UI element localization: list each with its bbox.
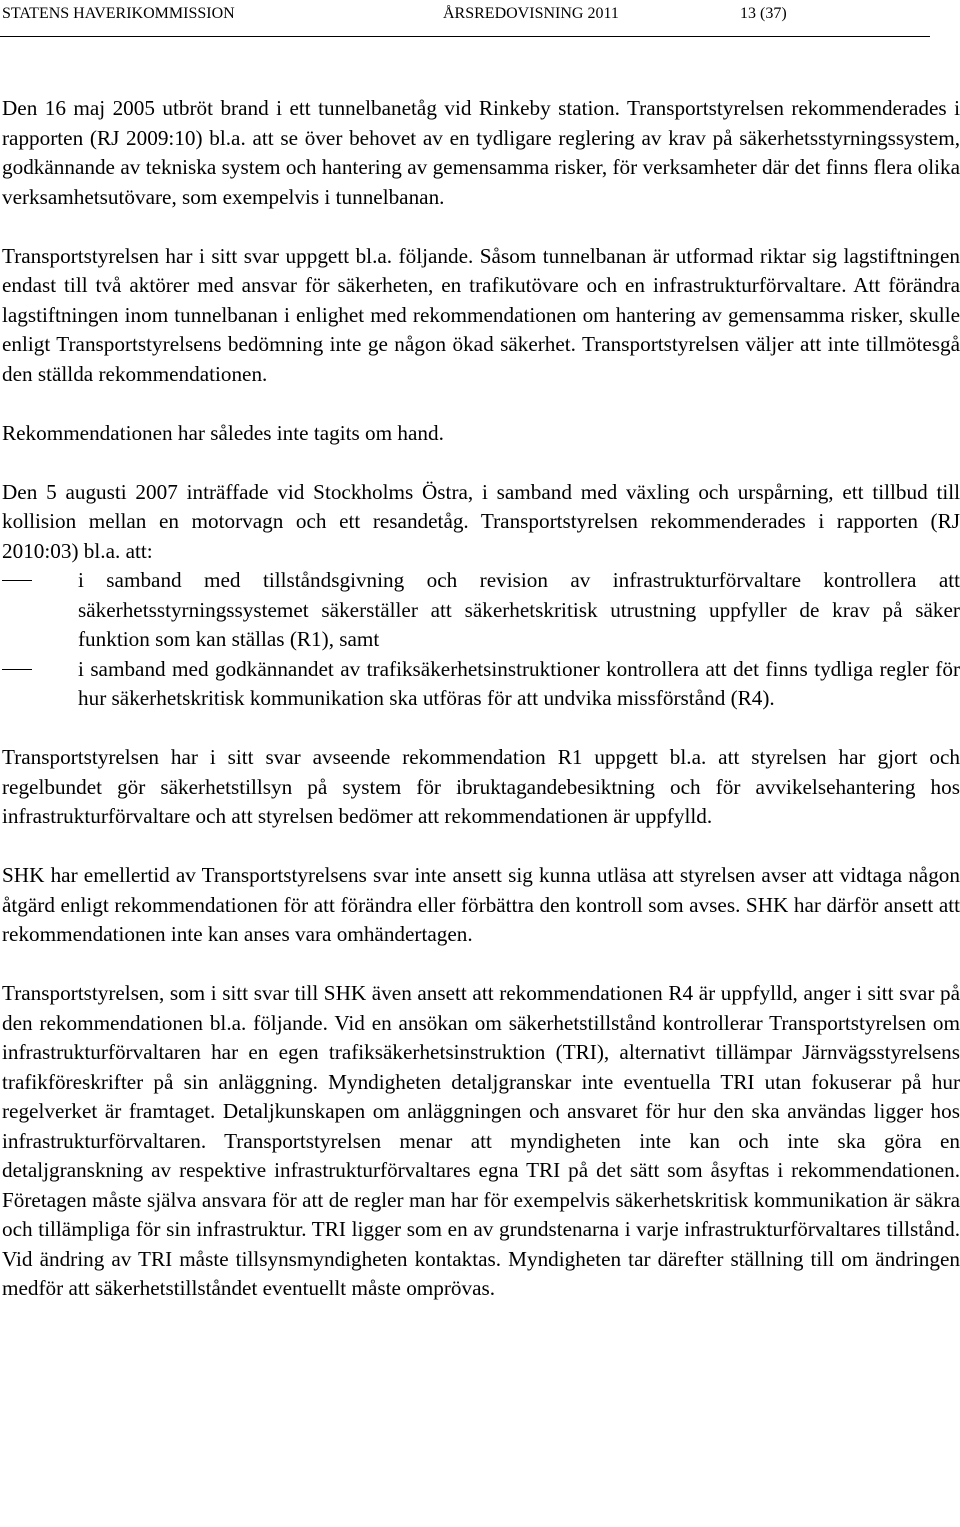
paragraph-r1-reply: Transportstyrelsen har i sitt svar avseende rekommendation R1 uppgett bl.a. att styrelsen har gjort och regelbundet gör säkerhetstillsyn på system för ibruktagandebesiktning och för avvikelsehantering hos infrastrukturförvaltare och att styrelsen bedömer att rekommendationen är uppfylld. [2,745,960,828]
list-item-r4: i samband med godkännandet av trafiksäkerhetsinstruktioner kontrollera att det finns tydliga regler för hur säkerhetskritisk kommunikation ska utföras för att undvika missförstånd (R4). [2,655,960,714]
document-body [2,94,960,1333]
header-organization: STATENS HAVERIKOMMISSION [2,5,235,22]
paragraph-transportstyrelsen-reply-1: Transportstyrelsen har i sitt svar uppgett bl.a. följande. Såsom tunnelbanan är utformad riktar sig lagstiftningen endast till två aktörer med ansvar för säkerheten, en trafikutövare och en infrastrukturförvaltare. Att förändra lagstiftningen inom tunnelbanan i enlighet med rekommendationen om hantering av gemensamma risker, skulle enligt Transportstyrelsens bedömning inte ge någon ökad säkerhet. Transportstyrelsen väljer att inte tillmötesgå den ställda rekommendationen. [2,243,960,386]
header-divider [0,36,930,37]
paragraph-stockholms-ostra: Den 5 augusti 2007 inträffade vid Stockholms Östra, i samband med växling och urspårning, ett tillbud till kollision mellan en motorvagn och ett resandetåg. Transportstyrelsen rekommenderades i rapporten (RJ 2010:03) bl.a. att: [2,479,960,563]
paragraph-not-addressed: Rekommendationen har således inte tagits om hand. [2,420,444,445]
list-item-r1: i samband med tillståndsgivning och revision av infrastrukturförvaltare kontrollera att säkerhetsstyrningssystemet säkerställer att säkerhetskritisk utrustning uppfyller de krav på säker funktion som kan ställas (R1), samt [2,566,960,655]
paragraph-shk-assessment: SHK har emellertid av Transportstyrelsens svar inte ansett sig kunna utläsa att styrelsen avser att vidtaga någon åtgärd enligt rekommendationen för att förändra eller förbättra den kontroll som avses. SHK har därför ansett att rekommendationen inte kan anses vara omhändertagen. [2,863,960,946]
paragraph-r4-reply: Transportstyrelsen, som i sitt svar till SHK även ansett att rekommendationen R4 är uppfylld, anger i sitt svar på den rekommendationen bl.a. följande. Vid en ansökan om säkerhetstillstånd kontrollerar Transportstyrelsen om infrastrukturförvaltaren har en egen trafiksäkerhetsinstruktion (TRI), alternativt tillämpar Järnvägsstyrelsens trafikföreskrifter på sin anläggning. Myndigheten detaljgranskar inte eventuella TRI utan fokuserar på hur regelverket är framtaget. Detaljkunskapen om anläggningen och ansvaret för hur den ska användas ligger hos infrastrukturförvaltaren. Transportstyrelsen menar att myndigheten inte kan och inte ska göra en detaljgranskning av respektive infrastrukturförvaltares egna TRI på det sätt som åsyftas i rekommendationen. Företagen måste själva ansvara för att de regler man har för exempelvis säkerhetskritisk kommunikation är säkra och tillämpliga för sin infrastruktur. TRI ligger som en av grundstenarna i varje infrastrukturförvaltares tillstånd. Vid ändring av TRI måste tillsynsmyndigheten kontaktas. Myndigheten tar därefter ställning till om ändringen medför att säkerhetstillståndet eventuellt måste omprövas. [2,981,960,1300]
page-header [0,0,960,34]
recommendation-list [2,566,960,714]
header-page-number: 13 (37) [740,5,787,22]
paragraph-rinkeby-fire: Den 16 maj 2005 utbröt brand i ett tunnelbanetåg vid Rinkeby station. Transportstyrelsen rekommenderades i rapporten (RJ 2009:10) bl.a. att se över behovet av en tydligare reglering av krav på säkerhetsstyrningssystem, godkännande av tekniska system och hantering av gemensamma risker, för verksamheter där det finns flera olika verksamhetsutövare, som exempelvis i tunnelbanan. [2,96,960,209]
header-report-title: ÅRSREDOVISNING 2011 [443,5,619,22]
